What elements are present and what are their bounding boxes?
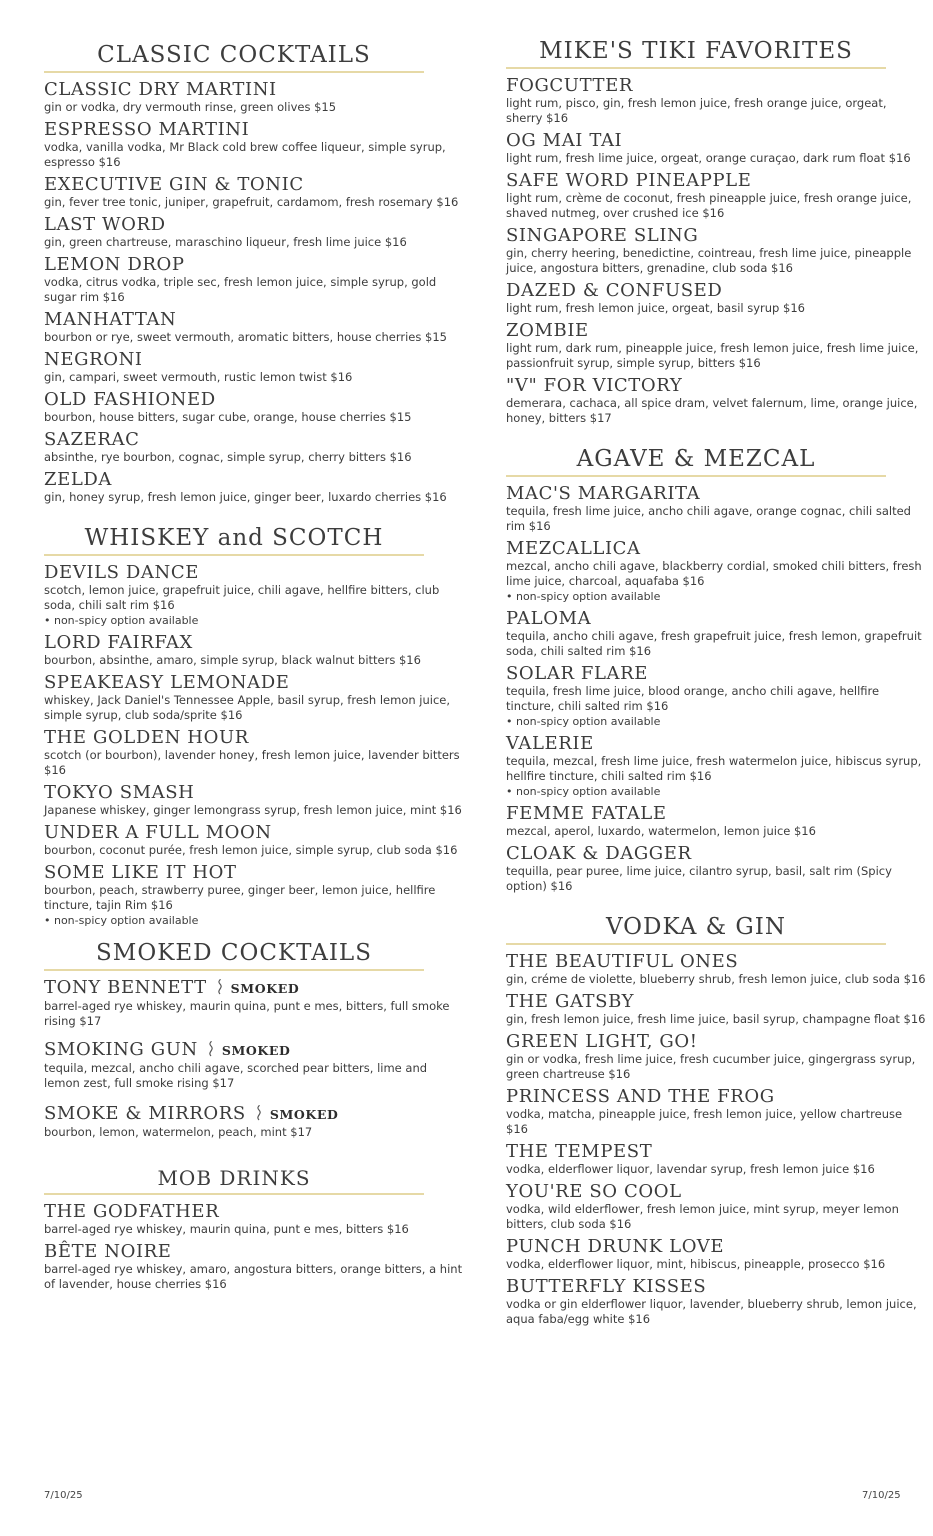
menu-item (44, 1201, 464, 1237)
menu-item (44, 79, 464, 115)
section-agave-mezcal (506, 440, 926, 894)
item-description: barrel-aged rye whiskey, maurin quina, punt e mes, bitters, full smoke rising $17 (44, 999, 450, 1028)
item-name: SINGAPORE SLING (506, 225, 699, 246)
item-name: SMOKING GUN (44, 1039, 198, 1060)
item-name: THE TEMPEST (506, 1141, 653, 1162)
item-name: LAST WORD (44, 214, 166, 235)
menu-item (506, 843, 926, 894)
item-description: gin, green chartreuse, maraschino liqueur, fresh lime juice $16 (44, 235, 407, 249)
section-whiskey-scotch (44, 519, 464, 928)
item-description: bourbon, house bitters, sugar cube, orange, house cherries $15 (44, 410, 412, 424)
menu-item (506, 1141, 926, 1177)
item-description: vodka, elderflower liquor, mint, hibiscus, pineapple, prosecco $16 (506, 1257, 886, 1271)
menu-item (506, 1276, 926, 1327)
section-tiki-favorites (506, 32, 926, 426)
item-description: scotch (or bourbon), lavender honey, fresh lemon juice, lavender bitters $16 (44, 748, 460, 777)
section-classic-cocktails (44, 36, 464, 505)
menu-item (506, 170, 926, 221)
section-title: MOB DRINKS (157, 1166, 311, 1190)
item-name: MEZCALLICA (506, 538, 641, 559)
item-description: scotch, lemon juice, grapefruit juice, chili agave, hellfire bitters, club soda, chili salt rim $16 (44, 583, 440, 612)
item-description: gin or vodka, fresh lime juice, fresh cucumber juice, gingergrass syrup, green chartreuse $16 (506, 1052, 916, 1081)
smoke-icon (254, 1105, 264, 1121)
menu-item (506, 375, 926, 426)
item-name: EXECUTIVE GIN & TONIC (44, 174, 304, 195)
menu-item (44, 1103, 464, 1140)
item-name: LEMON DROP (44, 254, 185, 275)
item-name: ESPRESSO MARTINI (44, 119, 250, 140)
item-description: gin, créme de violette, blueberry shrub, fresh lemon juice, club soda $16 (506, 972, 926, 986)
date-stamp-right: 7/10/25 (862, 1490, 901, 1501)
item-note: • non-spicy option available (44, 614, 199, 627)
item-name: MAC'S MARGARITA (506, 483, 701, 504)
item-name: BUTTERFLY KISSES (506, 1276, 707, 1297)
section-divider (44, 969, 424, 971)
item-name-row (44, 977, 464, 999)
menu-item (506, 538, 926, 604)
section-divider (44, 71, 424, 73)
menu-item (44, 254, 464, 305)
item-name: GREEN LIGHT, GO! (506, 1031, 698, 1052)
right-column (506, 0, 926, 1333)
section-title: WHISKEY and SCOTCH (84, 525, 384, 551)
item-description: barrel-aged rye whiskey, amaro, angostura bitters, orange bitters, a hint of lavender, house cherries $16 (44, 1262, 463, 1291)
item-name: SAZERAC (44, 429, 140, 450)
item-name: PALOMA (506, 608, 592, 629)
item-description: tequila, mezcal, ancho chili agave, scorched pear bitters, lime and lemon zest, full smoke rising $17 (44, 1061, 428, 1090)
item-description: bourbon or rye, sweet vermouth, aromatic bitters, house cherries $15 (44, 330, 447, 344)
item-note: • non-spicy option available (506, 785, 661, 798)
menu-item (506, 320, 926, 371)
item-description: gin, fever tree tonic, juniper, grapefruit, cardamom, fresh rosemary $16 (44, 195, 459, 209)
item-name: CLASSIC DRY MARTINI (44, 79, 277, 100)
item-description: gin, fresh lemon juice, fresh lime juice, basil syrup, champagne float $16 (506, 1012, 926, 1026)
menu-item (44, 349, 464, 385)
menu-item (44, 822, 464, 858)
item-name: TONY BENNETT (44, 977, 207, 998)
item-description: light rum, fresh lemon juice, orgeat, basil syrup $16 (506, 301, 805, 315)
item-name: YOU'RE SO COOL (506, 1181, 682, 1202)
item-name: DAZED & CONFUSED (506, 280, 723, 301)
menu-item (506, 951, 926, 987)
item-description: gin, honey syrup, fresh lemon juice, ginger beer, luxardo cherries $16 (44, 490, 447, 504)
item-description: barrel-aged rye whiskey, maurin quina, punt e mes, bitters $16 (44, 1222, 409, 1236)
item-name: PUNCH DRUNK LOVE (506, 1236, 725, 1257)
item-description: vodka or gin elderflower liquor, lavender, blueberry shrub, lemon juice, aqua faba/egg white $16 (506, 1297, 917, 1326)
smoke-icon (206, 1041, 216, 1057)
menu-item (506, 733, 926, 799)
item-name: THE GOLDEN HOUR (44, 727, 249, 748)
item-name: SAFE WORD PINEAPPLE (506, 170, 752, 191)
menu-item (44, 727, 464, 778)
item-description: light rum, pisco, gin, fresh lemon juice, fresh orange juice, orgeat, sherry $16 (506, 96, 887, 125)
item-name: PRINCESS AND THE FROG (506, 1086, 775, 1107)
section-vodka-gin (506, 908, 926, 1327)
left-column (44, 0, 464, 1298)
menu-item (506, 225, 926, 276)
menu-item (506, 280, 926, 316)
menu-item (44, 119, 464, 170)
date-stamp-left: 7/10/25 (44, 1490, 83, 1501)
item-name: NEGRONI (44, 349, 143, 370)
menu-item (44, 429, 464, 465)
menu-item (44, 977, 464, 1029)
section-title: SMOKED COCKTAILS (96, 940, 372, 966)
item-description: vodka, citrus vodka, triple sec, fresh lemon juice, simple syrup, gold sugar rim $16 (44, 275, 437, 304)
section-divider (506, 475, 886, 477)
menu-item (506, 1086, 926, 1137)
section-divider (44, 1193, 424, 1195)
item-name: CLOAK & DAGGER (506, 843, 692, 864)
section-title: CLASSIC COCKTAILS (97, 42, 371, 68)
item-description: mezcal, ancho chili agave, blackberry cordial, smoked chili bitters, fresh lime juice, charcoal, aquafaba $16 (506, 559, 922, 588)
item-name: OG MAI TAI (506, 130, 623, 151)
section-title: MIKE'S TIKI FAVORITES (539, 38, 853, 64)
item-name: FOGCUTTER (506, 75, 634, 96)
menu-item (44, 782, 464, 818)
item-note: • non-spicy option available (506, 590, 661, 603)
item-name: SOME LIKE IT HOT (44, 862, 237, 883)
item-name: FEMME FATALE (506, 803, 667, 824)
item-description: gin, cherry heering, benedictine, cointreau, fresh lime juice, pineapple juice, angostura bitters, grenadine, club soda $16 (506, 246, 912, 275)
menu-item (506, 130, 926, 166)
item-description: bourbon, peach, strawberry puree, ginger beer, lemon juice, hellfire tincture, tajin Rim $16 (44, 883, 436, 912)
smoked-label: SMOKED (221, 1043, 291, 1058)
section-divider (506, 943, 886, 945)
smoked-label: SMOKED (269, 1107, 339, 1122)
menu-item (44, 562, 464, 628)
item-description: tequila, ancho chili agave, fresh grapefruit juice, fresh lemon, grapefruit soda, chili salted rim $16 (506, 629, 922, 658)
menu-item (44, 862, 464, 928)
menu-item (506, 663, 926, 729)
item-name: TOKYO SMASH (44, 782, 195, 803)
menu-list (506, 951, 926, 1327)
item-description: tequilla, pear puree, lime juice, cilantro syrup, basil, salt rim (Spicy option) $16 (506, 864, 892, 893)
item-name: THE GODFATHER (44, 1201, 220, 1222)
section-smoked-cocktails (44, 934, 464, 1140)
menu-item (44, 469, 464, 505)
item-description: vodka, matcha, pineapple juice, fresh lemon juice, yellow chartreuse $16 (506, 1107, 903, 1136)
item-name: "V" FOR VICTORY (506, 375, 683, 396)
menu-list (44, 1201, 464, 1292)
item-name: ZOMBIE (506, 320, 589, 341)
item-name: LORD FAIRFAX (44, 632, 193, 653)
menu-item (44, 214, 464, 250)
menu-list (506, 483, 926, 894)
item-description: whiskey, Jack Daniel's Tennessee Apple, basil syrup, fresh lemon juice, simple syrup, club soda/sprite $16 (44, 693, 451, 722)
item-description: light rum, crème de coconut, fresh pineapple juice, fresh orange juice, shaved nutmeg, over crushed ice $16 (506, 191, 912, 220)
section-divider (506, 67, 886, 69)
item-name: THE BEAUTIFUL ONES (506, 951, 739, 972)
item-name: THE GATSBY (506, 991, 635, 1012)
menu-item (506, 1031, 926, 1082)
section-title: AGAVE & MEZCAL (576, 446, 816, 472)
item-name-row (44, 1039, 464, 1061)
menu-item (44, 1039, 464, 1091)
menu-list (44, 79, 464, 505)
menu-item (506, 991, 926, 1027)
item-description: mezcal, aperol, luxardo, watermelon, lemon juice $16 (506, 824, 816, 838)
item-description: demerara, cachaca, all spice dram, velvet falernum, lime, orange juice, honey, bitters $17 (506, 396, 918, 425)
item-name: SOLAR FLARE (506, 663, 649, 684)
item-description: tequila, fresh lime juice, blood orange, ancho chili agave, hellfire tincture, chili salted rim $16 (506, 684, 880, 713)
section-title: VODKA & GIN (605, 914, 787, 940)
item-note: • non-spicy option available (44, 914, 199, 927)
item-description: vodka, elderflower liquor, lavendar syrup, fresh lemon juice $16 (506, 1162, 875, 1176)
item-description: vodka, vanilla vodka, Mr Black cold brew coffee liqueur, simple syrup, espresso $16 (44, 140, 446, 169)
item-description: bourbon, coconut purée, fresh lemon juice, simple syrup, club soda $16 (44, 843, 458, 857)
item-description: light rum, dark rum, pineapple juice, fresh lemon juice, fresh lime juice, passionfruit syrup, simple syrup, bitters $16 (506, 341, 919, 370)
menu-list (44, 562, 464, 928)
item-name: SMOKE & MIRRORS (44, 1103, 246, 1124)
menu-item (44, 174, 464, 210)
smoked-label: SMOKED (230, 981, 300, 996)
item-name: OLD FASHIONED (44, 389, 216, 410)
menu-item (506, 803, 926, 839)
item-description: bourbon, absinthe, amaro, simple syrup, black walnut bitters $16 (44, 653, 421, 667)
menu-item (44, 672, 464, 723)
section-mob-drinks (44, 1160, 464, 1292)
item-description: vodka, wild elderflower, fresh lemon juice, mint syrup, meyer lemon bitters, club soda $16 (506, 1202, 899, 1231)
item-description: light rum, fresh lime juice, orgeat, orange curaçao, dark rum float $16 (506, 151, 911, 165)
menu-item (506, 608, 926, 659)
menu-item (44, 389, 464, 425)
menu-list (44, 977, 464, 1140)
item-note: • non-spicy option available (506, 715, 661, 728)
item-description: tequila, fresh lime juice, ancho chili agave, orange cognac, chili salted rim $16 (506, 504, 911, 533)
item-name: VALERIE (506, 733, 594, 754)
section-divider (44, 554, 424, 556)
item-name: SPEAKEASY LEMONADE (44, 672, 290, 693)
item-name: ZELDA (44, 469, 113, 490)
menu-item (506, 1236, 926, 1272)
item-description: tequila, mezcal, fresh lime juice, fresh watermelon juice, hibiscus syrup, hellfire tincture, chili salted rim $16 (506, 754, 922, 783)
smoke-icon (215, 979, 225, 995)
item-description: gin, campari, sweet vermouth, rustic lemon twist $16 (44, 370, 353, 384)
menu-item (44, 1241, 464, 1292)
item-name: DEVILS DANCE (44, 562, 199, 583)
item-name: BÊTE NOIRE (44, 1241, 172, 1262)
menu-item (506, 75, 926, 126)
item-name: MANHATTAN (44, 309, 177, 330)
item-description: absinthe, rye bourbon, cognac, simple syrup, cherry bitters $16 (44, 450, 412, 464)
menu-item (44, 309, 464, 345)
menu-item (44, 632, 464, 668)
menu-item (506, 1181, 926, 1232)
item-description: bourbon, lemon, watermelon, peach, mint $17 (44, 1125, 313, 1139)
item-description: Japanese whiskey, ginger lemongrass syrup, fresh lemon juice, mint $16 (44, 803, 462, 817)
item-name-row (44, 1103, 464, 1125)
item-name: UNDER A FULL MOON (44, 822, 272, 843)
menu-list (506, 75, 926, 426)
item-description: gin or vodka, dry vermouth rinse, green olives $15 (44, 100, 337, 114)
menu-item (506, 483, 926, 534)
